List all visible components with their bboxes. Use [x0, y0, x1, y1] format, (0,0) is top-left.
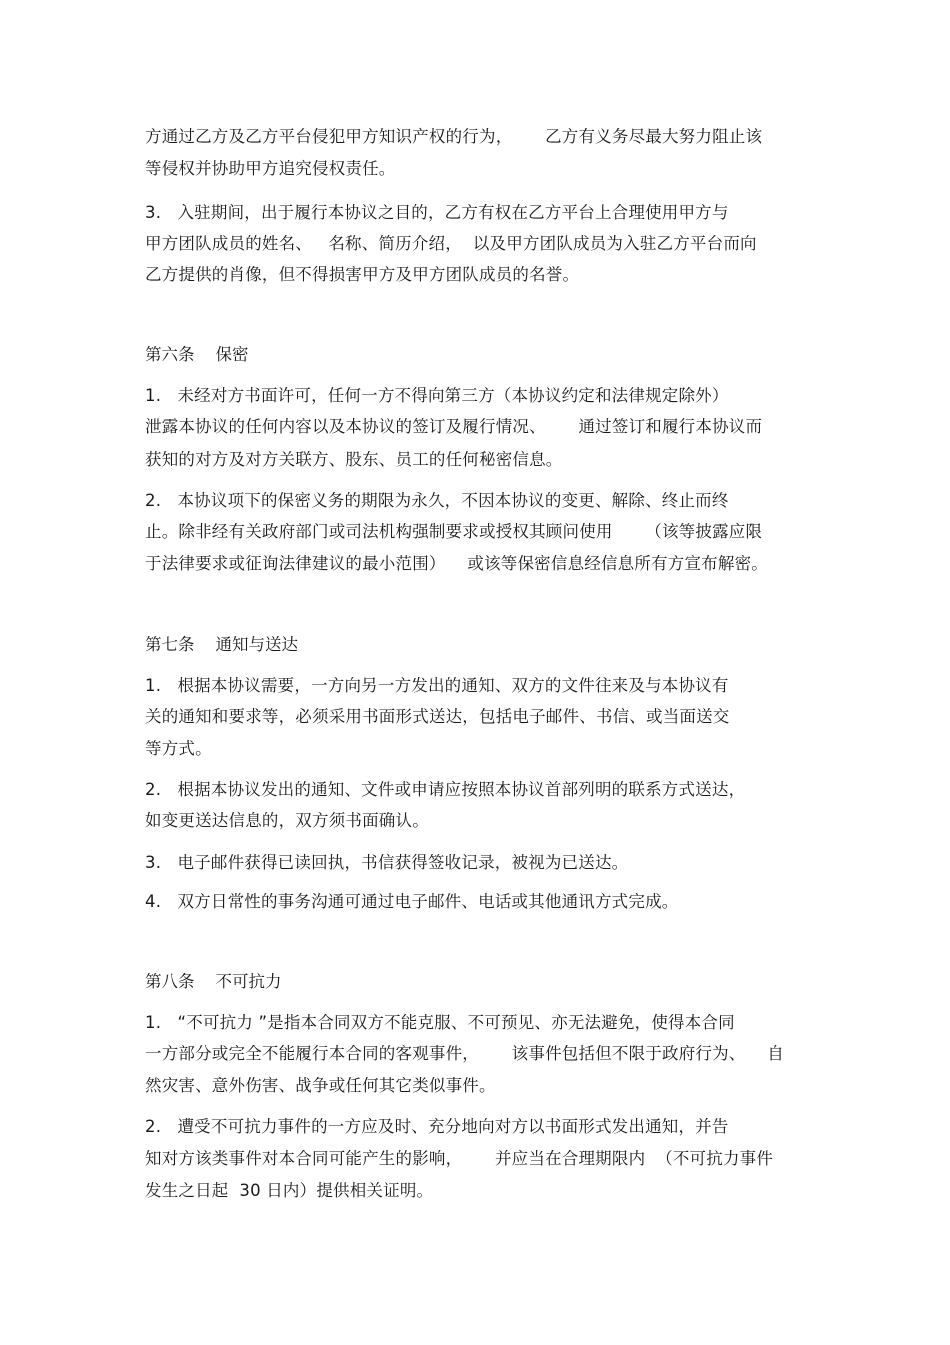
section5-item3-line-2: 甲方团队成员的姓名、 名称、简历介绍， 以及甲方团队成员为入驻乙方平台而向	[145, 234, 757, 253]
section6-item2-line-3: 于法律要求或征询法律建议的最小范围） 或该等保密信息经信息所有方宣布解密。	[145, 554, 768, 573]
section6-item2-line-1: 2. 本协议项下的保密义务的期限为永久，不因本协议的变更、解除、终止而终	[145, 491, 729, 510]
section8-item2-line-3: 发生之日起 30 日内）提供相关证明。	[145, 1181, 434, 1200]
section6-item2-line-2: 止。除非经有关政府部门或司法机构强制要求或授权其顾问使用 （该等披露应限	[145, 522, 763, 541]
section7-heading: 第七条 通知与送达	[145, 635, 298, 654]
section5-line-1: 方通过乙方及乙方平台侵犯甲方知识产权的行为， 乙方有义务尽最大努力阻止该	[145, 127, 763, 146]
section6-item1-line-2: 泄露本协议的任何内容以及本协议的签订及履行情况、 通过签订和履行本协议而	[145, 417, 763, 436]
section8-item1-line-3: 然灾害、意外伤害、战争或任何其它类似事件。	[145, 1076, 496, 1095]
section8-item1-line-1: 1. “不可抗力 ”是指本合同双方不能克服、不可预见、亦无法避免，使得本合同	[145, 1013, 735, 1032]
section5-item3-line-1: 3. 入驻期间，出于履行本协议之目的，乙方有权在乙方平台上合理使用甲方与	[145, 203, 729, 222]
section5-line-2: 等侵权并协助甲方追究侵权责任。	[145, 159, 396, 178]
section6-item1-line-1: 1. 未经对方书面许可，任何一方不得向第三方（本协议约定和法律规定除外）	[145, 386, 729, 405]
section6-item1-line-3: 获知的对方及对方关联方、股东、员工的任何秘密信息。	[145, 450, 563, 469]
section7-item2-line-1: 2. 根据本协议发出的通知、文件或申请应按照本协议首部列明的联系方式送达，	[145, 780, 746, 799]
section7-item1-line-1: 1. 根据本协议需要，一方向另一方发出的通知、双方的文件往来及与本协议有	[145, 676, 729, 695]
section7-item1-line-3: 等方式。	[145, 739, 212, 758]
section7-item1-line-2: 关的通知和要求等，必须采用书面形式送达，包括电子邮件、书信、或当面送交	[145, 707, 730, 726]
section5-item3-line-3: 乙方提供的肖像，但不得损害甲方及甲方团队成员的名誉。	[145, 265, 580, 284]
section8-item2-line-2: 知对方该类事件对本合同可能产生的影响， 并应当在合理期限内 （不可抗力事件	[145, 1149, 774, 1168]
section7-item4-line-1: 4. 双方日常性的事务沟通可通过电子邮件、电话或其他通讯方式完成。	[145, 892, 679, 911]
section8-item2-line-1: 2. 遭受不可抗力事件的一方应及时、充分地向对方以书面形式发出通知，并告	[145, 1117, 729, 1136]
section8-heading: 第八条 不可抗力	[145, 972, 282, 991]
section6-heading: 第六条 保密	[145, 345, 249, 364]
section8-item1-line-2: 一方部分或完全不能履行本合同的客观事件， 该事件包括但不限于政府行为、 自	[145, 1044, 784, 1063]
section7-item2-line-2: 如变更送达信息的，双方须书面确认。	[145, 811, 429, 830]
section7-item3-line-1: 3. 电子邮件获得已读回执，书信获得签收记录，被视为已送达。	[145, 853, 629, 872]
